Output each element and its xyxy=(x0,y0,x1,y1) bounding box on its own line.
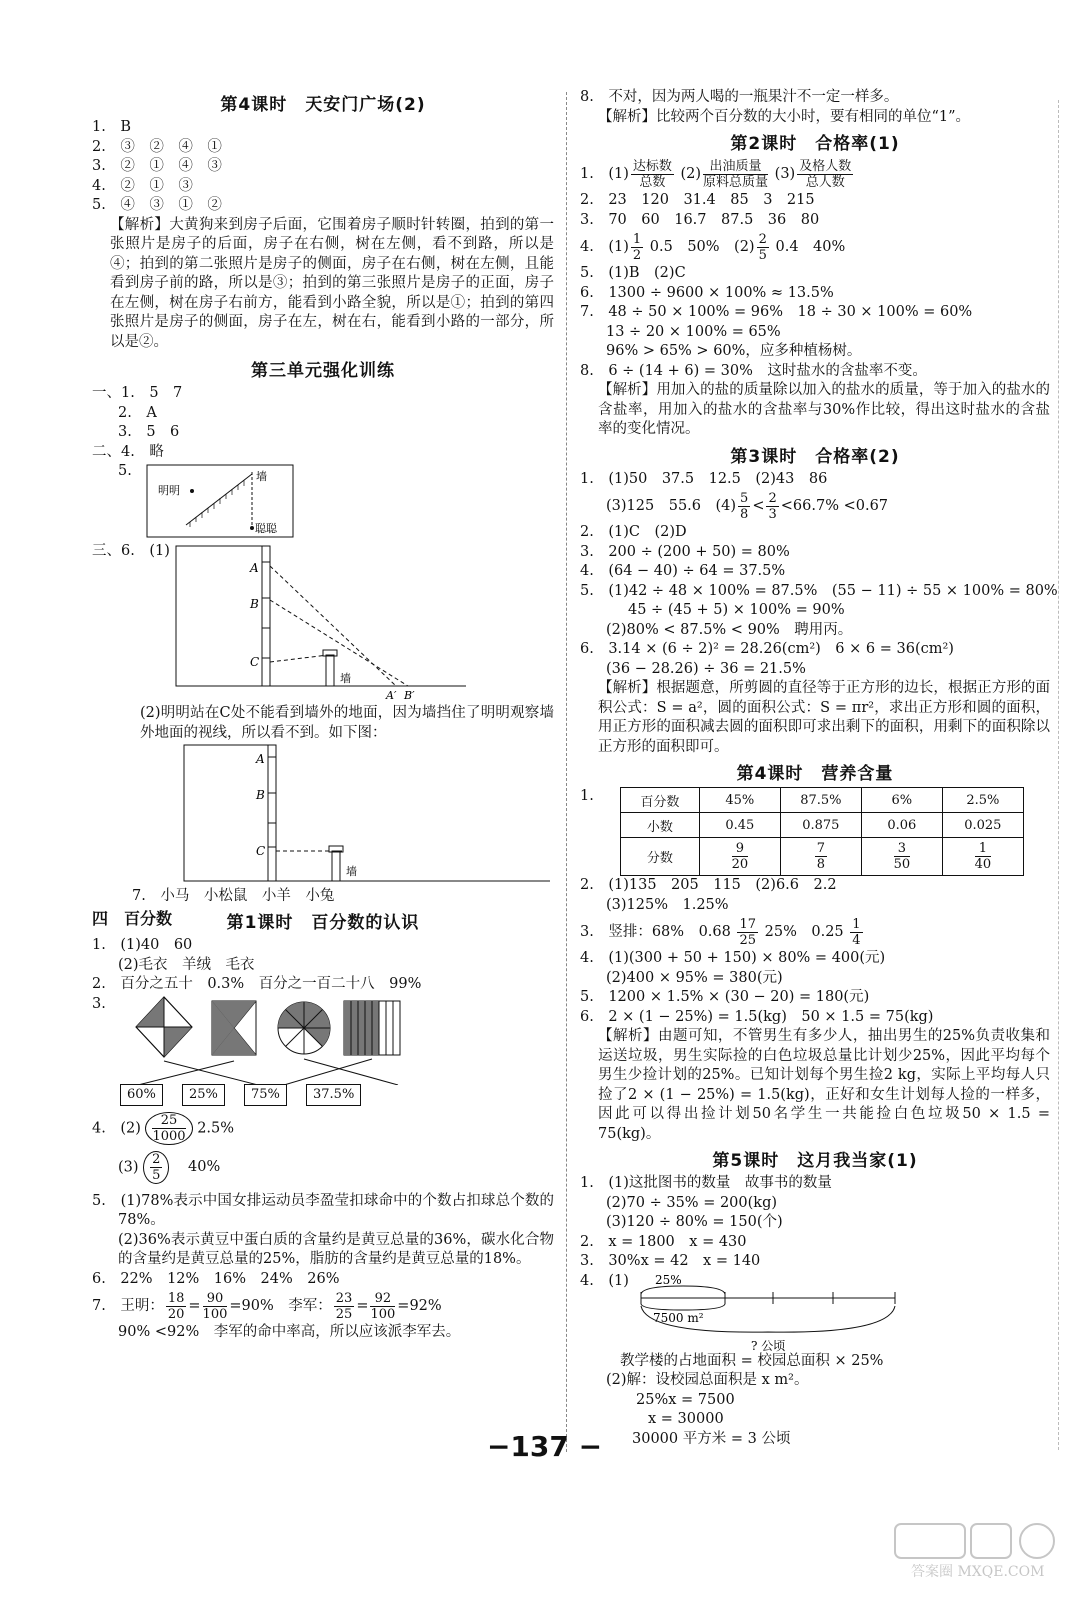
q-label: 1. (1) xyxy=(580,166,629,182)
answer-line: 7. 48 ÷ 50 × 100% = 96% 18 ÷ 30 × 100% = 60% xyxy=(580,304,973,320)
numerator: 2 xyxy=(758,231,767,247)
table-row xyxy=(620,838,1023,876)
q-label: 4. (1) xyxy=(580,239,629,255)
analysis-text: 【解析】比较两个百分数的大小时，要有相同的单位“1”。 xyxy=(598,108,971,125)
numerator: 90 xyxy=(203,1291,228,1307)
percent-box: 75% xyxy=(244,1084,287,1106)
analysis-text: 【解析】由题可知，不管男生有多少人，抽出男生的25%负责收集和运送垃圾，男生实际捡的白色垃圾总量比计划少25%，因此平均每个男生少捡计划的25%。已知计划每个男生捡2 kg，实际上平均每人只捡了2 × (1 − 25%) = 1.5(kg)，正好和女生计划每人捡的一样多，因此可以得出捡计划50名学生一共能捡白色垃圾50 × 1.5 = 75(kg)。 xyxy=(598,1028,1050,1142)
q6-part2: (2)明明站在C处不能看到墙外的地面，因为墙挡住了明明观察墙外地面的视线，所以看不到。如下图： xyxy=(140,705,554,741)
page-number: −137 − xyxy=(486,1430,603,1463)
q-text: < xyxy=(752,498,765,514)
building-sightline-figure xyxy=(168,542,468,700)
table-row-wrap xyxy=(580,787,1050,876)
numerator: 17 xyxy=(739,916,757,932)
answer-line: 90% <92% 李军的命中率高，所以应该派李军去。 xyxy=(118,1324,461,1340)
denominator: 8 xyxy=(816,857,825,872)
denominator: 5 xyxy=(758,247,767,263)
answer-line: (2)80% < 87.5% < 90% 聘用丙。 xyxy=(606,621,853,638)
q7-post: =92% xyxy=(397,1298,442,1314)
section-title: 第4课时 天安门广场(2) xyxy=(220,95,426,115)
answer-line: 1. (1)50 37.5 12.5 (2)43 86 xyxy=(580,470,828,487)
answer-line: 2. (1)135 205 115 (2)6.6 2.2 xyxy=(580,877,837,893)
point-a: A xyxy=(249,561,259,575)
q-label: (3) xyxy=(774,166,796,182)
q7-label: 7. 王明： xyxy=(92,1298,164,1314)
section-title: 第2课时 合格率(1) xyxy=(730,134,900,154)
building-figure-2 xyxy=(182,743,552,883)
numerator: 5 xyxy=(740,490,749,506)
answer-line: 1. (1)40 60 xyxy=(92,937,193,953)
q-text: <66.7% <0.67 xyxy=(780,498,889,514)
answer-line: 5. ④ ③ ① ② xyxy=(92,197,222,213)
answer-line: 6. 1300 ÷ 9600 × 100% ≈ 13.5% xyxy=(580,284,834,301)
right-column xyxy=(580,88,1058,1449)
answer-line: (3)125% 1.25% xyxy=(606,896,729,913)
answer-line: 6. 2 × (1 − 25%) = 1.5(kg) 50 × 1.5 = 75(kg) xyxy=(580,1008,934,1025)
answer-line: 1. B xyxy=(92,119,131,135)
denominator: 4 xyxy=(852,932,861,948)
unit-title: 四 百分数 xyxy=(92,908,173,928)
numerator: 23 xyxy=(335,1290,353,1306)
answer-line xyxy=(580,915,1050,949)
q4-value: 2.5% xyxy=(197,1120,235,1136)
denominator: 100 xyxy=(370,1306,396,1322)
answer-line xyxy=(92,1151,554,1184)
section-title: 第5课时 这月我当家(1) xyxy=(712,1151,918,1171)
answer-line: (2)解：设校园总面积是 x m²。 xyxy=(606,1372,809,1388)
analysis-text: 【解析】用加入的盐的质量除以加入的盐水的质量，等于加入的盐水的含盐率，用加入的盐水的含盐率与30%作比较，得出这时盐水的含盐率的变化情况。 xyxy=(598,382,1050,437)
denominator: 2 xyxy=(632,247,642,263)
q5-row xyxy=(92,462,554,540)
denominator: 100 xyxy=(202,1306,228,1322)
answer-line: 3. xyxy=(92,995,106,1012)
watermark-logo xyxy=(891,1520,1061,1580)
denominator: 原料总质量 xyxy=(703,174,769,190)
q4-label: 4. (2) xyxy=(92,1120,141,1136)
q-text: 3. 竖排：68% 0.68 xyxy=(580,924,731,940)
point-b: B xyxy=(249,597,259,611)
column-divider xyxy=(566,92,567,1452)
answer-line: 1. xyxy=(580,788,594,804)
sightline-figure xyxy=(146,462,296,540)
answer-line: 3. 70 60 16.7 87.5 36 80 xyxy=(580,211,820,228)
answer-line: 7. 小马 小松鼠 小羊 小兔 xyxy=(132,888,335,904)
answer-line: 5. 1200 × 1.5% × (30 − 20) = 180(元) xyxy=(580,989,870,1005)
table-cell: 0.025 xyxy=(942,813,1023,838)
q-label: (2) xyxy=(680,166,702,182)
answer-line: 1. (1)这批图书的数量 故事书的数量 xyxy=(580,1175,832,1191)
denominator: 5 xyxy=(152,1167,161,1183)
answer-line: 3. 5 6 xyxy=(118,424,180,440)
point-a-prime: A′ xyxy=(385,689,397,700)
point-c: C xyxy=(249,655,260,669)
q7-mid: =90% 李军： xyxy=(229,1298,332,1314)
answer-line: 25%x = 7500 xyxy=(636,1391,735,1408)
left-column xyxy=(92,88,554,1343)
table-cell: 分数 xyxy=(620,838,699,876)
table-cell: 0.875 xyxy=(780,813,861,838)
section-title: 第三单元强化训练 xyxy=(251,361,395,381)
watermark-text: 答案圈 MXQE.COM xyxy=(911,1564,1045,1580)
answer-line: 一、1. 5 7 xyxy=(92,385,183,401)
table-cell: 0.45 xyxy=(699,813,780,838)
numerator: 2 xyxy=(152,1151,161,1167)
table-cell: 6% xyxy=(861,788,942,813)
analysis-text: 【解析】根据题意，所剪圆的直径等于正方形的边长，根据正方形的面积公式：S = a²，圆的面积公式：S = πr²，求出正方形和圆的面积，用正方形的面积减去圆的面积即可求出剩下的面积，用剩下的面积除以正方形的面积即可。 xyxy=(598,680,1050,755)
percent-box: 37.5% xyxy=(306,1084,361,1106)
q4-value: 40% xyxy=(188,1159,221,1175)
answer-para: (2)36%表示黄豆中蛋白质的含量约是黄豆总量的36%，碳水化合物的含量约是黄豆总量的25%，脂肪的含量约是黄豆总量的18%。 xyxy=(118,1231,554,1267)
q-text: (3)125 55.6 (4) xyxy=(606,498,737,514)
numerator: 及格人数 xyxy=(799,158,852,174)
percent-boxes xyxy=(92,1083,554,1106)
fig5-person2: 聪聪 xyxy=(254,522,277,535)
answer-line: 2. 23 120 31.4 85 3 215 xyxy=(580,192,815,208)
answer-line: 6. 3.14 × (6 ÷ 2)² = 28.26(cm²) 6 × 6 = 36(cm²) xyxy=(580,641,954,657)
answer-para: 5. (1)78%表示中国女排运动员李盈莹扣球命中的个数占扣球总个数的78%。 xyxy=(92,1192,554,1228)
answer-line xyxy=(580,157,1050,191)
point-b-prime: B′ xyxy=(403,689,415,700)
answer-line: 96% > 65% > 60%，应多种植杨树。 xyxy=(606,343,862,359)
numerator: 1 xyxy=(975,841,992,857)
table-cell: 2.5% xyxy=(942,788,1023,813)
point-b: B xyxy=(256,788,265,802)
answer-line: 5. (1)B (2)C xyxy=(580,265,686,281)
answer-line: 3. 200 ÷ (200 + 50) = 80% xyxy=(580,543,790,560)
q4-figure-row xyxy=(580,1272,1050,1352)
q4-label: (3) xyxy=(118,1159,139,1175)
denominator: 25 xyxy=(335,1306,353,1322)
answer-line: 6. 22% 12% 16% 24% 26% xyxy=(92,1270,340,1287)
denominator: 50 xyxy=(893,857,911,872)
denominator: 8 xyxy=(740,506,749,522)
denominator: 3 xyxy=(768,506,777,522)
answer-line: 3. ② ① ④ ③ xyxy=(92,158,222,174)
fig-line-pct: 25% xyxy=(654,1272,682,1287)
point-c: C xyxy=(256,844,266,858)
numerator: 18 xyxy=(167,1290,185,1306)
numerator: 达标数 xyxy=(632,158,672,174)
numerator: 3 xyxy=(894,841,911,857)
numerator: 92 xyxy=(370,1291,395,1307)
denominator: 1000 xyxy=(152,1128,186,1144)
answer-line: (2)毛衣 羊绒 毛衣 xyxy=(118,956,255,973)
table-row xyxy=(620,788,1023,813)
fig-line-total: ? 公顷 xyxy=(750,1338,786,1352)
q3-row xyxy=(92,995,554,1085)
answer-line: (2)70 ÷ 35% = 200(kg) xyxy=(606,1194,778,1211)
table-cell xyxy=(942,838,1023,876)
answer-line: 3. 30%x = 42 x = 140 xyxy=(580,1253,761,1269)
denominator: 总人数 xyxy=(805,174,845,190)
answer-line: 7. 王明： $\frac{18}{20}$ = $\frac{90}{100}$ =90% 李军： $\frac{23}{25}$ = $\frac{92}{100}$ =92% xyxy=(92,1290,442,1322)
answer-line: x = 30000 xyxy=(648,1411,724,1427)
section-title: 第3课时 合格率(2) xyxy=(730,446,900,467)
answer-line: 2. ③ ② ④ ① xyxy=(92,138,222,155)
answer-line: 2. x = 1800 x = 430 xyxy=(580,1233,747,1250)
table-cell: 45% xyxy=(699,788,780,813)
analysis-text: 【解析】大黄狗来到房子后面，它围着房子顺时针转圈，拍到的第一张照片是房子的后面，房子在右侧，树在左侧，看不到路，所以是④；拍到的第二张照片是房子的侧面，房子在右侧，树在左侧，且能看到房子前的路，所以是③；拍到的第三张照片是房子的正面，房子在左侧，树在房子右前方，能看到小路全貌，所以是①；拍到的第四张照片是房子的侧面，房子在左，树在右，能看到小路的一部分，所以是②。 xyxy=(110,216,554,350)
answer-line: 8. 不对，因为两人喝的一瓶果汁不一定一样多。 xyxy=(580,89,899,105)
line-segment-figure xyxy=(633,1272,903,1352)
answer-line: (2)400 × 95% = 380(元) xyxy=(606,969,783,986)
answer-line: 5. (1)42 ÷ 48 × 100% = 87.5% (55 − 11) ÷ 55 × 100% = 80% xyxy=(580,582,1058,599)
circled-fraction xyxy=(145,1112,192,1145)
table-cell: 百分数 xyxy=(620,788,699,813)
fig5-wall: 墙 xyxy=(255,470,267,483)
answer-line: 4. (1) xyxy=(580,1272,629,1289)
conversion-table xyxy=(620,787,1024,876)
table-cell: 87.5% xyxy=(780,788,861,813)
percent-box: 25% xyxy=(182,1084,225,1106)
answer-line: 5. xyxy=(118,463,132,479)
answer-line: 4. ② ① ③ xyxy=(92,177,193,194)
answer-line: 8. 6 ÷ (14 + 6) = 30% 这时盐水的含盐率不变。 xyxy=(580,362,927,379)
point-a: A xyxy=(256,752,265,766)
answer-line: (3)120 ÷ 80% = 150(个) xyxy=(606,1214,783,1230)
denominator: 40 xyxy=(974,857,992,872)
q-text: 0.4 40% xyxy=(775,239,846,255)
denominator: 25 xyxy=(739,932,757,948)
denominator: 20 xyxy=(731,857,749,872)
fig6-wall: 墙 xyxy=(339,672,351,685)
numerator: 1 xyxy=(632,231,642,247)
circled-fraction xyxy=(143,1151,169,1184)
answer-line: 2. A xyxy=(118,404,157,421)
answer-line: 2. (1)C (2)D xyxy=(580,524,687,540)
answer-line: 45 ÷ (45 + 5) × 100% = 90% xyxy=(628,602,845,618)
answer-line: 4. (1)(300 + 50 + 150) × 80% = 400(元) xyxy=(580,950,886,966)
table-cell xyxy=(780,838,861,876)
table-cell xyxy=(861,838,942,876)
table-cell: 0.06 xyxy=(861,813,942,838)
numerator: 9 xyxy=(732,841,749,857)
answer-line xyxy=(580,230,1050,264)
percent-box: 60% xyxy=(120,1084,163,1106)
right-dashed-rule xyxy=(1058,100,1059,1450)
section-title: 第4课时 营养含量 xyxy=(736,764,894,784)
fig5-person1: 明明 xyxy=(157,484,180,497)
fig7-wall: 墙 xyxy=(346,865,357,878)
denominator: 20 xyxy=(167,1306,185,1322)
denominator: 总数 xyxy=(639,174,666,190)
shapes-figure xyxy=(108,995,408,1085)
table-row xyxy=(620,813,1023,838)
answer-line: 30000 平方米 = 3 公顷 xyxy=(632,1430,791,1447)
numerator: 25 xyxy=(152,1113,185,1129)
answer-line xyxy=(580,489,1050,523)
numerator: 7 xyxy=(816,841,825,856)
fig-line-area: 7500 m² xyxy=(652,1310,704,1325)
answer-line xyxy=(92,1112,554,1145)
answer-line: 二、4. 略 xyxy=(92,443,164,460)
answer-line: 教学楼的占地面积 = 校园总面积 × 25% xyxy=(620,1352,884,1369)
numerator: 1 xyxy=(852,916,861,932)
section-title: 第1课时 百分数的认识 xyxy=(226,913,420,933)
q6-row xyxy=(92,542,554,700)
answer-line: 2. 百分之五十 0.3% 百分之一百二十八 99% xyxy=(92,976,422,992)
answer-line: 13 ÷ 20 × 100% = 65% xyxy=(606,323,781,340)
table-cell xyxy=(699,838,780,876)
table-cell: 小数 xyxy=(620,813,699,838)
q-text: 25% 0.25 xyxy=(764,924,844,940)
answer-line: 4. (64 − 40) ÷ 64 = 37.5% xyxy=(580,563,786,579)
answer-line: (36 − 28.26) ÷ 36 = 21.5% xyxy=(606,660,806,677)
numerator: 出油质量 xyxy=(703,159,768,175)
numerator: 2 xyxy=(768,490,777,506)
q-text: 0.5 50% (2) xyxy=(649,239,755,255)
answer-line: 三、6. (1) xyxy=(92,543,170,559)
